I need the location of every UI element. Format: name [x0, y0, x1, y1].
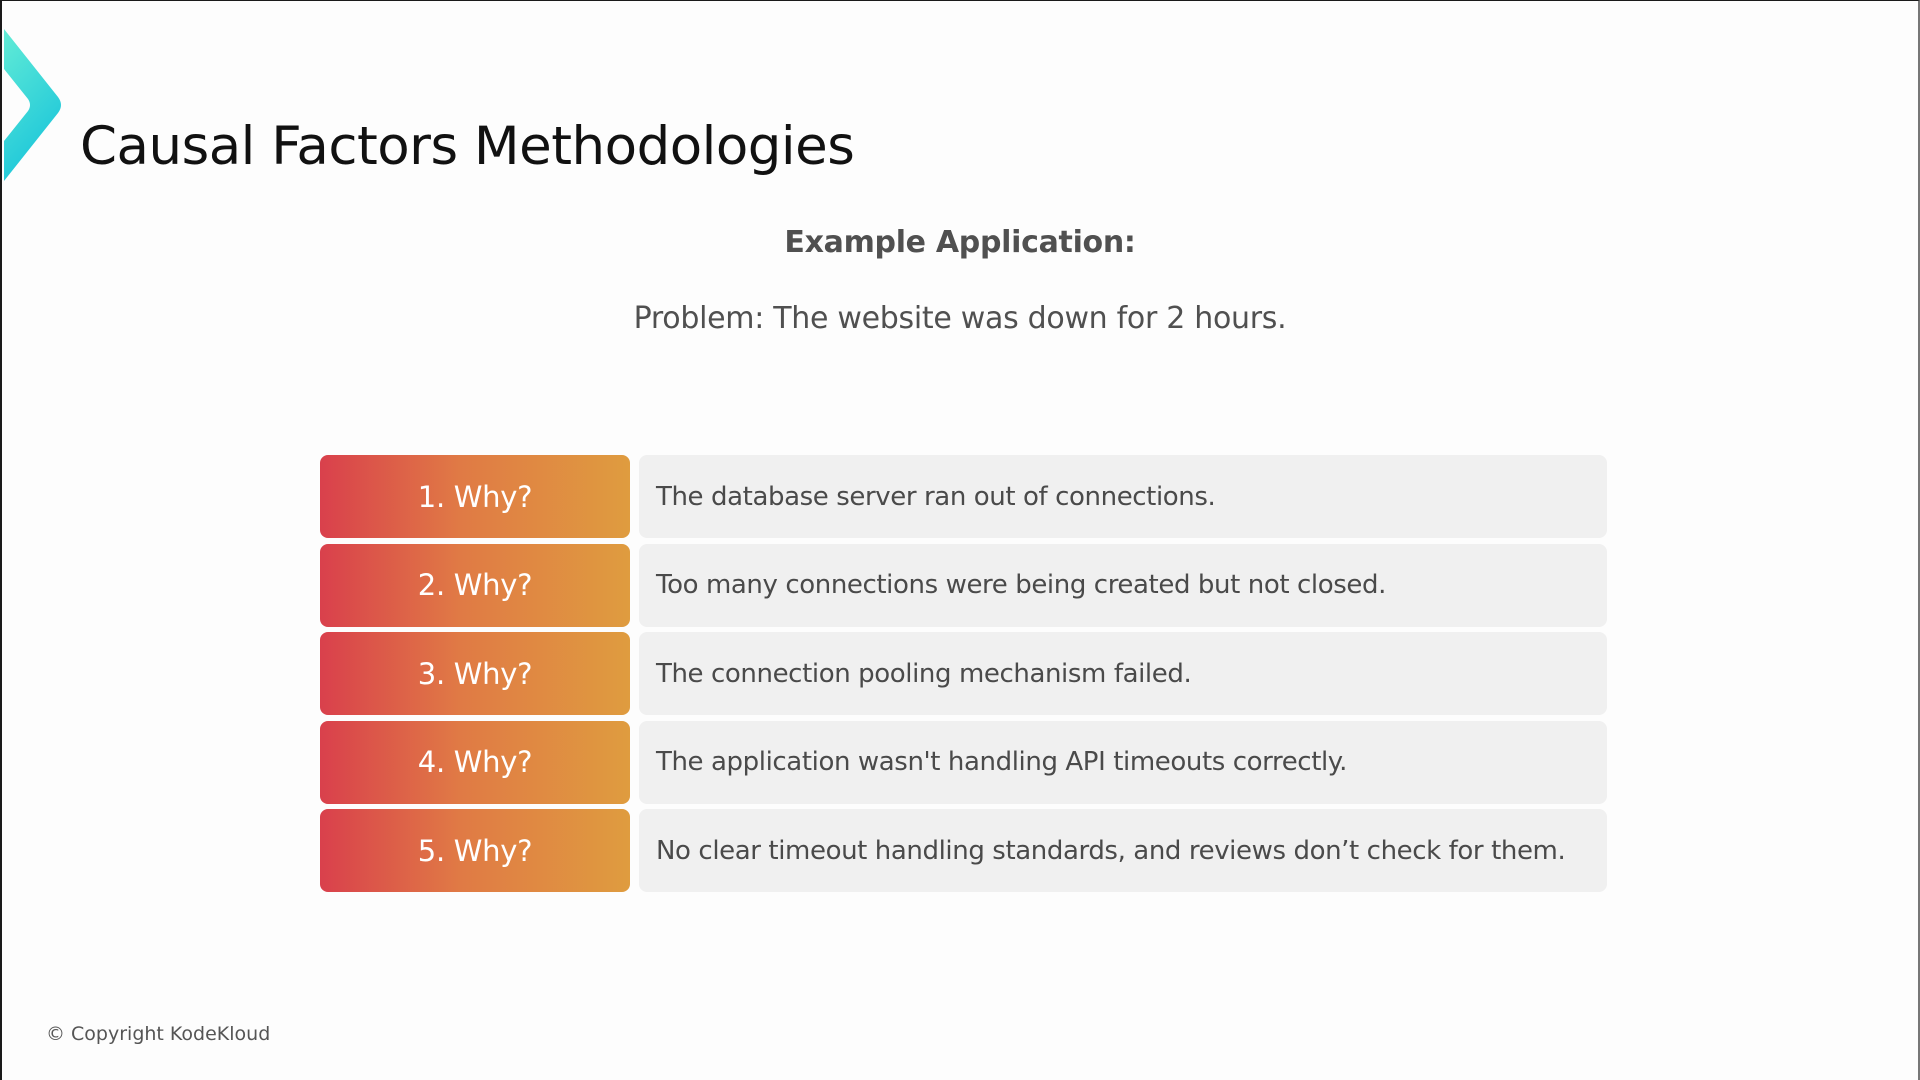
why-row-3 [320, 632, 1607, 715]
why-label: 1. Why? [320, 455, 630, 538]
why-answer: The database server ran out of connections. [639, 455, 1607, 538]
chevron-logo-icon [2, 27, 68, 183]
why-row-2 [320, 544, 1607, 627]
why-answer: No clear timeout handling standards, and reviews don’t check for them. [639, 809, 1607, 892]
why-label: 4. Why? [320, 721, 630, 804]
problem-statement: Problem: The website was down for 2 hours. [633, 301, 1287, 336]
why-label: 3. Why? [320, 632, 630, 715]
five-whys-list [320, 455, 1607, 898]
why-answer: Too many connections were being created but not closed. [639, 544, 1607, 627]
copyright-notice: © Copyright KodeKloud [46, 1023, 271, 1045]
why-label: 2. Why? [320, 544, 630, 627]
why-row-1 [320, 455, 1607, 538]
why-row-4 [320, 721, 1607, 804]
why-row-5 [320, 809, 1607, 892]
why-label: 5. Why? [320, 809, 630, 892]
why-answer: The application wasn't handling API timeouts correctly. [639, 721, 1607, 804]
page-title: Causal Factors Methodologies [80, 115, 855, 177]
why-answer: The connection pooling mechanism failed. [639, 632, 1607, 715]
section-subtitle: Example Application: [784, 225, 1136, 260]
